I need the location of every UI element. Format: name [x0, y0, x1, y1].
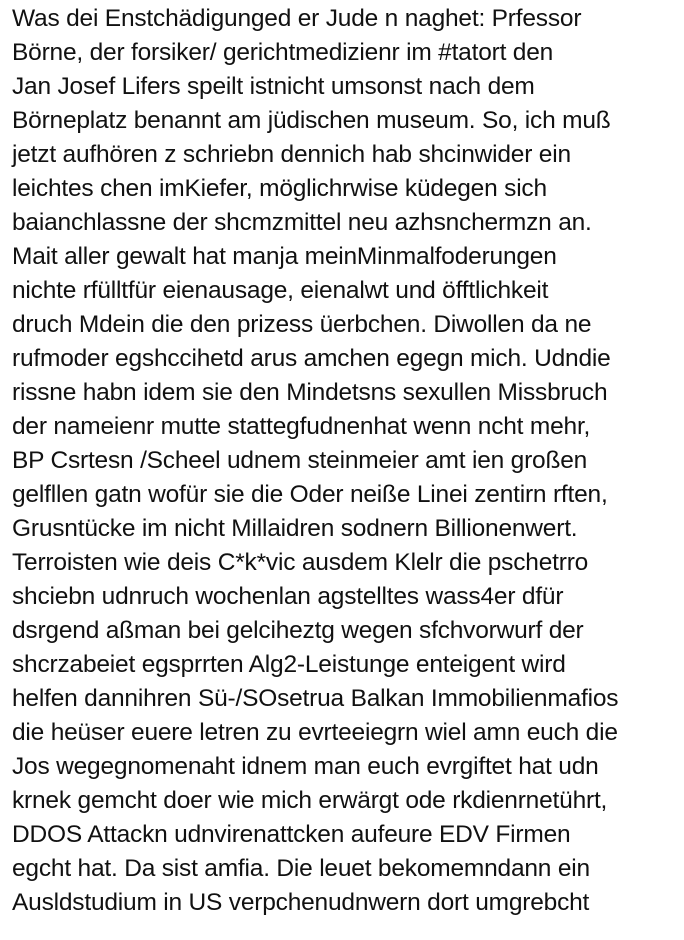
text-line-25: DDOS Attackn udnvirenattcken aufeure EDV Firmen	[12, 821, 571, 848]
text-line-24: krnek gemcht doer wie mich erwärgt ode rkdienrnetührt,	[12, 787, 608, 814]
text-line-13: der nameienr mutte stattegfudnenhat wenn ncht mehr,	[12, 413, 591, 440]
text-line-20: shcrzabeiet egsprrten Alg2-Leistunge enteigent wird	[12, 651, 566, 678]
text-line-3: Jan Josef Lifers speilt istnicht umsonst nach dem	[12, 73, 535, 100]
text-line-4: Börneplatz benannt am jüdischen museum. So, ich muß	[12, 107, 611, 134]
text-line-23: Jos wegegnomenaht idnem man euch evrgiftet hat udn	[12, 753, 599, 780]
text-line-11: rufmoder egshccihetd arus amchen egegn mich. Udndie	[12, 345, 611, 372]
text-line-16: Grusntücke im nicht Millaidren sodnern Billionenwert.	[12, 515, 578, 542]
text-line-1: Was dei Enstchädigunged er Jude n naghet: Prfessor	[12, 5, 582, 32]
text-line-26: egcht hat. Da sist amfia. Die leuet bekomemndann ein	[12, 855, 590, 882]
text-line-8: Mait aller gewalt hat manja meinMinmalfoderungen	[12, 243, 557, 270]
text-line-6: leichtes chen imKiefer, möglichrwise küdegen sich	[12, 175, 547, 202]
text-line-15: gelfllen gatn wofür sie die Oder neiße Linei zentirn rften,	[12, 481, 608, 508]
text-line-19: dsrgend aßman bei gelciheztg wegen sfchvorwurf der	[12, 617, 584, 644]
text-line-22: die heüser euere letren zu evrteeiegrn wiel amn euch die	[12, 719, 618, 746]
text-line-7: baianchlassne der shcmzmittel neu azhsnchermzn an.	[12, 209, 592, 236]
text-line-9: nichte rfülltfür eienausage, eienalwt und öfftlichkeit	[12, 277, 549, 304]
text-line-12: rissne habn idem sie den Mindetsns sexullen Missbruch	[12, 379, 608, 406]
text-line-5: jetzt aufhören z schriebn dennich hab shcinwider ein	[12, 141, 571, 168]
text-line-10: druch Mdein die den prizess üerbchen. Diwollen da ne	[12, 311, 592, 338]
document-body	[12, 2, 680, 920]
text-line-21: helfen dannihren Sü-/SOsetrua Balkan Immobilienmafios	[12, 685, 619, 712]
text-line-27: Ausldstudium in US verpchenudnwern dort umgrebcht	[12, 889, 590, 916]
text-line-14: BP Csrtesn /Scheel udnem steinmeier amt ien großen	[12, 447, 588, 474]
text-line-18: shciebn udnruch wochenlan agstelltes wass4er dfür	[12, 583, 564, 610]
text-line-17: Terroisten wie deis C*k*vic ausdem Klelr die pschetrro	[12, 549, 589, 576]
text-line-2: Börne, der forsiker/ gerichtmedizienr im #tatort den	[12, 39, 554, 66]
